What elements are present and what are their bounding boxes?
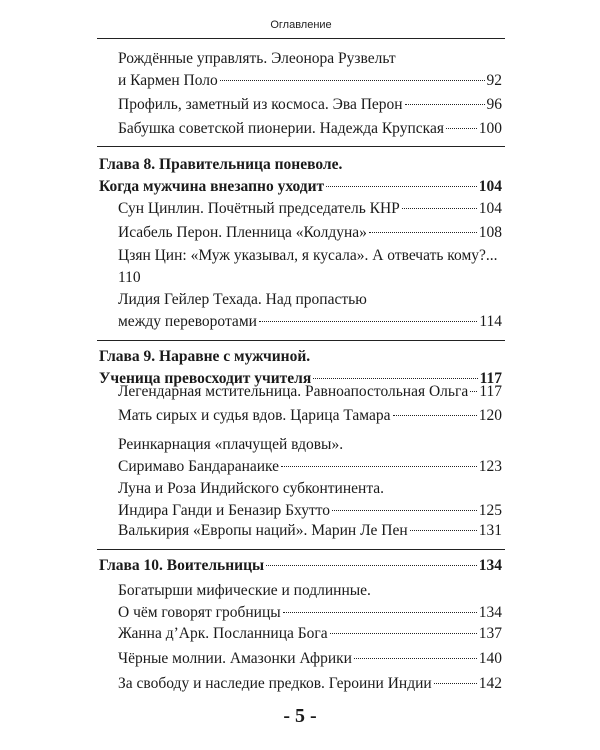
dot-leader — [266, 565, 477, 566]
toc-entry — [118, 48, 502, 92]
entry-page-number: 137 — [478, 625, 502, 642]
entry-row — [99, 555, 502, 577]
entry-title-line: Лидия Гейлер Техада. Над пропастью — [118, 291, 367, 308]
entry-row — [118, 94, 502, 116]
entry-page-number: 104 — [478, 178, 502, 195]
toc-entry — [118, 198, 502, 220]
entry-row — [118, 648, 502, 670]
toc-entry — [118, 478, 502, 522]
entry-page-number: 134 — [478, 557, 502, 574]
dot-leader — [354, 658, 477, 659]
entry-row — [118, 70, 502, 92]
entry-title: О чём говорят гробницы — [118, 604, 281, 621]
toc-entry — [118, 580, 502, 624]
entry-title: Легендарная мстительница. Равноапостольная Ольга — [118, 383, 469, 400]
entry-title: Когда мужчина внезапно уходит — [99, 178, 325, 195]
entry-page-number: 131 — [478, 522, 502, 539]
entry-title-line: 110 — [118, 269, 141, 286]
dot-leader — [405, 104, 485, 105]
entry-row — [118, 623, 502, 645]
toc-entry — [118, 434, 502, 478]
entry-title: Индира Ганди и Беназир Бхутто — [118, 502, 331, 519]
dot-leader — [369, 232, 477, 233]
chapter-separator — [97, 146, 505, 147]
toc-entry — [118, 94, 502, 116]
entry-row — [118, 118, 502, 140]
toc-entry — [118, 623, 502, 645]
entry-title-line: Реинкарнация «плачущей вдовы». — [118, 436, 344, 453]
dot-leader — [434, 683, 477, 684]
dot-leader — [470, 391, 477, 392]
entry-page-number: 120 — [478, 407, 502, 424]
dot-leader — [393, 415, 477, 416]
toc-entry — [118, 520, 502, 542]
entry-title-line: Богатырши мифические и подлинные. — [118, 582, 371, 599]
entry-page-number: 96 — [486, 96, 502, 113]
entry-title-line: Глава 9. Наравне с мужчиной. — [99, 348, 311, 365]
entry-page-number: 140 — [478, 650, 502, 667]
entry-row — [118, 602, 502, 624]
entry-row — [118, 520, 502, 542]
entry-page-number: 117 — [479, 383, 502, 400]
toc-entry — [118, 648, 502, 670]
entry-row — [118, 381, 502, 403]
entry-row — [118, 198, 502, 220]
entry-title: За свободу и наследие предков. Героини Индии — [118, 675, 432, 692]
entry-page-number: 92 — [486, 72, 502, 89]
entry-page-number: 108 — [478, 224, 502, 241]
entry-row — [118, 405, 502, 427]
page-number: - 5 - — [283, 705, 317, 727]
entry-title-line: Рождённые управлять. Элеонора Рузвельт — [118, 50, 396, 67]
chapter-entry — [99, 154, 502, 198]
dot-leader — [283, 612, 477, 613]
entry-title: между переворотами — [118, 313, 257, 330]
running-header: Оглавление — [270, 19, 332, 31]
dot-leader — [259, 321, 477, 322]
entry-page-number: 104 — [478, 200, 502, 217]
toc-entry — [118, 289, 502, 333]
entry-title: Чёрные молнии. Амазонки Африки — [118, 650, 352, 667]
dot-leader — [313, 378, 477, 379]
toc-entry — [118, 405, 502, 427]
entry-title: Исабель Перон. Пленница «Колдуна» — [118, 224, 367, 241]
entry-page-number: 114 — [479, 313, 502, 330]
entry-row — [118, 673, 502, 695]
dot-leader — [332, 510, 477, 511]
toc-entry — [118, 118, 502, 140]
entry-title: Сун Цинлин. Почётный председатель КНР — [118, 200, 400, 217]
entry-page-number: 142 — [478, 675, 502, 692]
chapter-entry — [99, 555, 502, 577]
dot-leader — [281, 466, 477, 467]
entry-title: Бабушка советской пионерии. Надежда Крупская — [118, 120, 444, 137]
toc-entry — [118, 245, 502, 289]
dot-leader — [410, 530, 477, 531]
toc-entry — [118, 673, 502, 695]
entry-page-number: 100 — [478, 120, 502, 137]
entry-page-number: 123 — [478, 458, 502, 475]
dot-leader — [446, 128, 477, 129]
entry-title: Жанна д’Арк. Посланница Бога — [118, 625, 328, 642]
entry-title: Валькирия «Европы наций». Марин Ле Пен — [118, 522, 408, 539]
dot-leader — [326, 186, 477, 187]
entry-title: Ученица превосходит учителя — [99, 370, 312, 387]
entry-title: Глава 10. Воительницы — [99, 557, 265, 574]
entry-row — [99, 176, 502, 198]
entry-title: Сиримаво Бандаранаике — [118, 458, 280, 475]
toc-entry — [118, 222, 502, 244]
entry-page-number: 125 — [478, 502, 502, 519]
entry-title: Профиль, заметный из космоса. Эва Перон — [118, 96, 403, 113]
entry-title: и Кармен Поло — [118, 72, 218, 89]
entry-title-line: Глава 8. Правительница поневоле. — [99, 156, 343, 173]
entry-row — [118, 456, 502, 478]
toc-entry — [118, 381, 502, 403]
chapter-separator — [97, 549, 505, 550]
chapter-separator — [97, 340, 505, 341]
entry-page-number: 117 — [479, 370, 502, 387]
dot-leader — [402, 208, 477, 209]
dot-leader — [220, 80, 485, 81]
dot-leader — [330, 633, 477, 634]
entry-page-number: 134 — [478, 604, 502, 621]
entry-title-line: Цзян Цин: «Муж указывал, я кусала». А отвечать кому?... — [118, 247, 498, 264]
entry-row — [118, 311, 502, 333]
entry-row — [118, 222, 502, 244]
entry-title: Мать сирых и судья вдов. Царица Тамара — [118, 407, 391, 424]
entry-row — [118, 500, 502, 522]
entry-title-line: Луна и Роза Индийского субконтинента. — [118, 480, 385, 497]
